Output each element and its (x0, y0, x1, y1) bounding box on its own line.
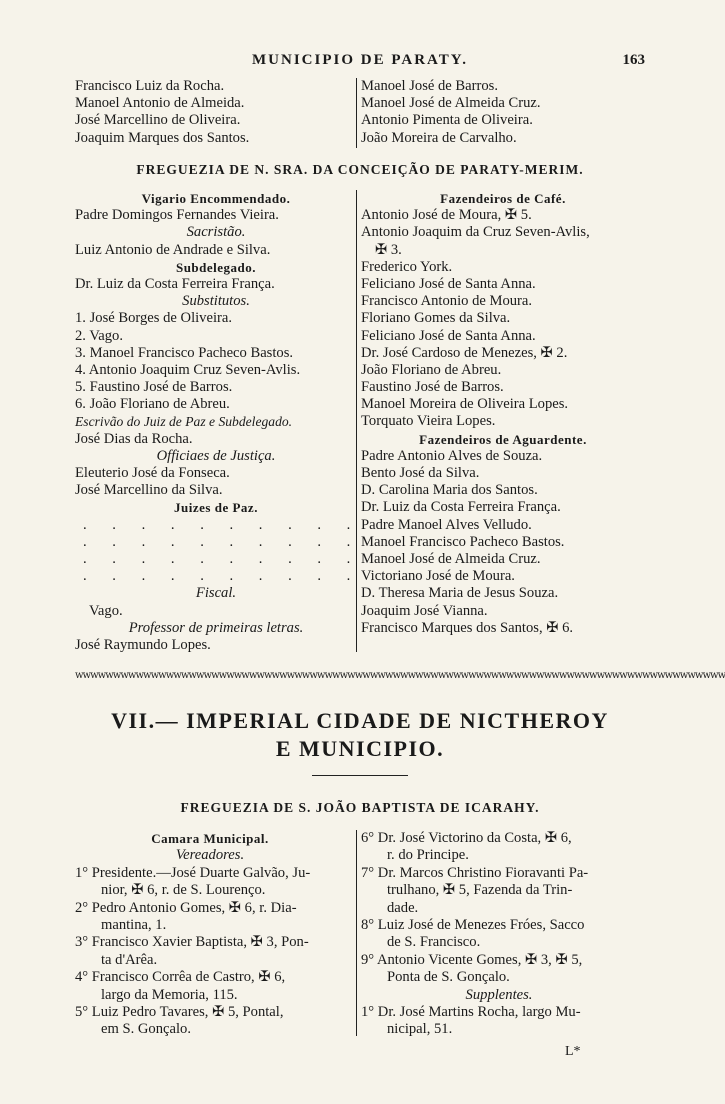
freguezia-paraty-merim-block (75, 190, 645, 656)
list-item: Francisco Luiz da Rocha. (75, 78, 225, 94)
list-item: 1° Dr. José Martins Rocha, largo Mu- (361, 1003, 581, 1020)
list-item: 4. Antonio Joaquim Cruz Seven-Avlis. (75, 361, 301, 378)
paraty-merim-right-column (361, 190, 645, 637)
list-item: Torquato Vieira Lopes. (361, 413, 496, 430)
list-item: João Floriano de Abreu. (361, 361, 502, 378)
column-rule (356, 830, 357, 1036)
list-item: trulhano, ✠ 5, Fazenda da Trin- (387, 882, 573, 899)
aguardente-heading: Fazendeiros de Aguardente. (419, 431, 587, 447)
list-item: D. Theresa Maria de Jesus Souza. (361, 585, 559, 602)
fiscal-name: Vago. (89, 602, 123, 619)
list-item: Frederico York. (361, 258, 453, 275)
list-item: Eleuterio José da Fonseca. (75, 465, 230, 481)
professor-heading: Professor de primeiras letras. (128, 619, 304, 636)
list-item: Padre Manoel Alves Velludo. (361, 516, 532, 533)
list-item: Faustino José de Barros. (361, 379, 504, 396)
list-item: 7° Dr. Marcos Christino Fioravanti Pa- (361, 864, 589, 881)
subdelegado-name: Dr. Luiz da Costa Ferreira França. (75, 275, 275, 292)
escrivao-heading: Escrivão do Juiz de Paz e Subdelegado. (75, 414, 293, 430)
list-item: Padre Antonio Alves de Souza. (361, 447, 543, 464)
wavy-divider: wwwwwwwwwwwwwwwwwwwwwwwwwwwwwwwwwwwwwwwwwwwwwwwwwwwwwwwwwwwwwwwwwwwwwwwwwwwwwwwwwwwwww (75, 670, 725, 681)
list-item: Victoriano José de Moura. (361, 568, 515, 585)
list-item: largo da Memoria, 115. (101, 986, 238, 1003)
list-item: 4° Francisco Corrêa de Castro, ✠ 6, (75, 969, 286, 986)
dot-leader: . . . . . . . . . . (83, 533, 362, 550)
list-item: Antonio José de Moura, ✠ 5. (361, 207, 532, 224)
title-rule (312, 775, 408, 776)
list-item: mantina, 1. (101, 916, 167, 933)
list-item: Joaquim José Vianna. (361, 602, 488, 619)
list-item: Feliciano José de Santa Anna. (361, 327, 536, 344)
list-item: Ponta de S. Gonçalo. (387, 969, 510, 986)
list-item: Antonio Pimenta de Oliveira. (361, 112, 533, 129)
list-item: Antonio Joaquim da Cruz Seven-Avlis, (361, 224, 590, 241)
icarahy-right-column (361, 830, 637, 1039)
list-item: dade. (387, 899, 419, 916)
page-number: 163 (622, 52, 645, 68)
list-item: ta d'Arêa. (101, 951, 158, 968)
escrivao-name: José Dias da Rocha. (75, 430, 193, 447)
freguezia-paraty-merim-heading: FREGUEZIA DE N. SRA. DA CONCEIÇÃO DE PARATY-MERIM. (136, 162, 584, 177)
list-item: Francisco Antonio de Moura. (361, 293, 533, 310)
list-item: 6. João Floriano de Abreu. (75, 396, 230, 413)
list-item: de S. Francisco. (387, 934, 481, 951)
top-left-column (75, 78, 357, 147)
list-item: 3. Manoel Francisco Pacheco Bastos. (75, 344, 294, 361)
freguezia-icarahy-heading: FREGUEZIA DE S. JOÃO BAPTISTA DE ICARAHY. (180, 800, 540, 815)
list-item: Feliciano José de Santa Anna. (361, 275, 536, 292)
substitutos-heading: Substitutos. (182, 293, 250, 310)
list-item: ✠ 3. (375, 241, 402, 258)
list-item: João Moreira de Carvalho. (361, 129, 517, 146)
vereadores-heading: Vereadores. (175, 847, 245, 864)
list-item: Manoel Moreira de Oliveira Lopes. (361, 396, 569, 413)
list-item: José Marcellino da Silva. (75, 482, 223, 499)
list-item: Manoel José de Barros. (361, 78, 498, 94)
list-item: Manoel Francisco Pacheco Bastos. (361, 533, 565, 550)
list-item: Manoel José de Almeida Cruz. (361, 95, 541, 112)
column-rule (356, 190, 357, 652)
section-title-line-1: VII.— IMPERIAL CIDADE DE NICTHEROY (111, 708, 609, 733)
icarahy-left-column (75, 830, 345, 1039)
list-item: Manoel Antonio de Almeida. (75, 95, 245, 112)
sacristao-heading: Sacristão. (186, 224, 246, 241)
section-title-line-2: E MUNICIPIO. (275, 736, 445, 761)
signature-mark: L* (565, 1044, 581, 1059)
column-rule (356, 78, 357, 148)
running-title: MUNICIPIO DE PARATY. (252, 52, 468, 68)
camara-heading: Camara Municipal. (151, 831, 269, 846)
dot-leader: . . . . . . . . . . (83, 568, 362, 585)
list-item: Dr. José Cardoso de Menezes, ✠ 2. (361, 344, 568, 361)
list-item: Dr. Luiz da Costa Ferreira França. (361, 499, 561, 516)
dot-leader: . . . . . . . . . . (83, 516, 362, 533)
cafe-heading: Fazendeiros de Café. (440, 191, 566, 206)
list-item: Bento José da Silva. (361, 465, 480, 481)
paraty-merim-left-column (75, 190, 362, 654)
list-item: 9° Antonio Vicente Gomes, ✠ 3, ✠ 5, (361, 951, 583, 968)
list-item: r. do Principe. (387, 847, 469, 864)
list-item: 6° Dr. José Victorino da Costa, ✠ 6, (361, 830, 572, 846)
list-item: nior, ✠ 6, r. de S. Lourenço. (101, 882, 266, 899)
subdelegado-heading: Subdelegado. (175, 259, 257, 275)
supplentes-heading: Supplentes. (465, 986, 533, 1003)
list-item: 3° Francisco Xavier Baptista, ✠ 3, Pon- (75, 934, 309, 951)
freguezia-icarahy-block (75, 830, 645, 1040)
list-item: 2. Vago. (75, 327, 123, 344)
list-item: Floriano Gomes da Silva. (361, 310, 511, 327)
list-item: 5. Faustino José de Barros. (75, 379, 233, 396)
page-header (75, 52, 645, 74)
list-item: José Marcellino de Oliveira. (75, 112, 241, 129)
vigario-heading: Vigario Encommendado. (141, 191, 291, 206)
sacristao-name: Luiz Antonio de Andrade e Silva. (75, 241, 271, 258)
list-item: Joaquim Marques dos Santos. (75, 129, 250, 146)
list-item: em S. Gonçalo. (101, 1021, 191, 1038)
list-item: 5° Luiz Pedro Tavares, ✠ 5, Pontal, (75, 1003, 284, 1020)
top-continuation-block (75, 78, 645, 150)
list-item: 1° Presidente.—José Duarte Galvão, Ju- (75, 864, 311, 881)
fiscal-heading: Fiscal. (195, 585, 237, 602)
list-item: Francisco Marques dos Santos, ✠ 6. (361, 619, 574, 636)
dot-leader: . . . . . . . . . . (83, 550, 362, 567)
professor-name: José Raymundo Lopes. (75, 636, 211, 653)
juizes-heading: Juizes de Paz. (174, 500, 258, 516)
list-item: Manoel José de Almeida Cruz. (361, 550, 541, 567)
list-item: 8° Luiz José de Menezes Fróes, Sacco (361, 916, 585, 933)
top-right-column (361, 78, 645, 147)
list-item: D. Carolina Maria dos Santos. (361, 482, 538, 499)
list-item: 1. José Borges de Oliveira. (75, 310, 232, 327)
officiaes-heading: Officiaes de Justiça. (156, 447, 276, 464)
list-item: 2° Pedro Antonio Gomes, ✠ 6, r. Dia- (75, 899, 297, 916)
list-item: nicipal, 51. (387, 1021, 453, 1038)
vigario-name: Padre Domingos Fernandes Vieira. (75, 207, 279, 224)
